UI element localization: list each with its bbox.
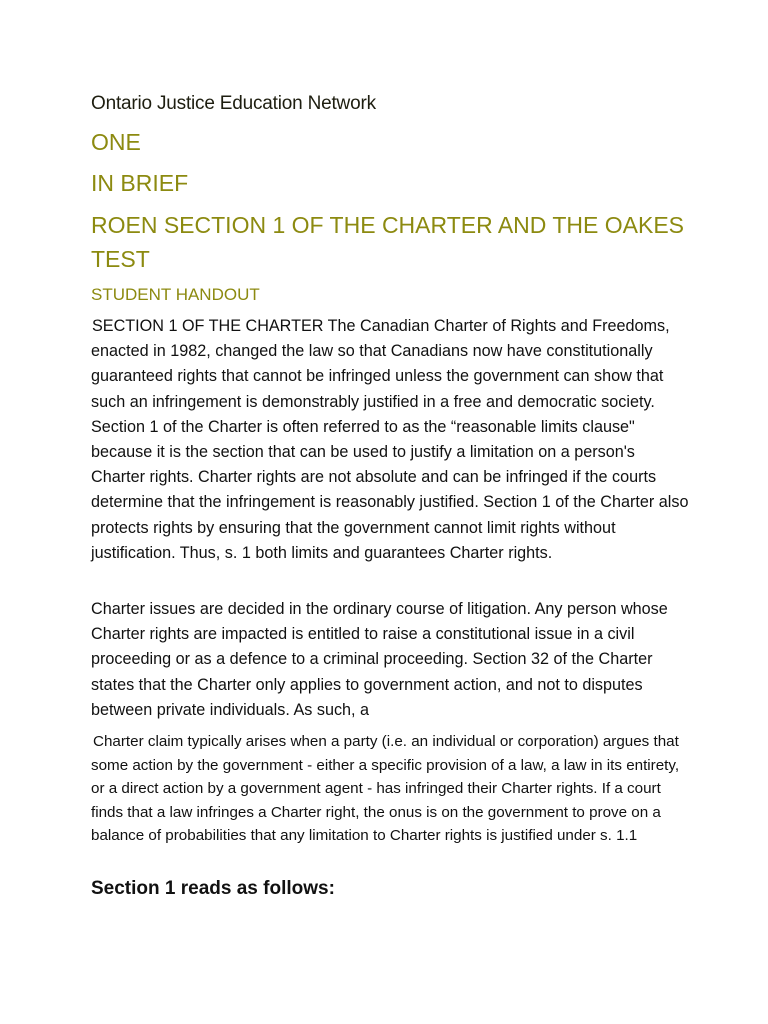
heading-one: ONE <box>91 129 141 155</box>
organization-name: Ontario Justice Education Network <box>91 93 376 114</box>
heading-in-brief: IN BRIEF <box>91 170 189 196</box>
document-title: ROEN SECTION 1 OF THE CHARTER AND THE OAKES TEST <box>91 212 685 272</box>
paragraph-charter-issues: Charter issues are decided in the ordinary course of litigation. Any person whose Charter rights are impacted is entitled to raise a constitutional issue in a civil proceeding or as a defence to a criminal proceeding. Section 32 of the Charter states that the Charter only applies to government action, and not to disputes between private individuals. As such, a <box>91 600 668 719</box>
paragraph-charter-claim: Charter claim typically arises when a party (i.e. an individual or corporation) argues that some action by the government - either a specific provision of a law, a law in its entirety, or a direct action by a government agent - has infringed their Charter rights. If a court finds that a law infringes a Charter right, the onus is on the government to prove on a balance of probabilities that any limitation to Charter rights is justified under s. 1.1 <box>91 733 680 844</box>
paragraph-section-1-intro: SECTION 1 OF THE CHARTER The Canadian Charter of Rights and Freedoms, enacted in 1982, changed the law so that Canadians now have constitutionally guaranteed rights that cannot be infringed unless the government can show that such an infringement is demonstrably justified in a free and democratic society. Section 1 of the Charter is often referred to as the “reasonable limits clause" because it is the section that can be used to justify a limitation on a person's Charter rights. Charter rights are not absolute and can be infringed if the courts determine that the infringement is reasonably justified. Section 1 of the Charter also protects rights by ensuring that the government cannot limit rights without justification. Thus, s. 1 both limits and guarantees Charter rights. <box>91 317 689 562</box>
section-heading: Section 1 reads as follows: <box>91 878 335 899</box>
document-subtitle: STUDENT HANDOUT <box>91 285 260 304</box>
